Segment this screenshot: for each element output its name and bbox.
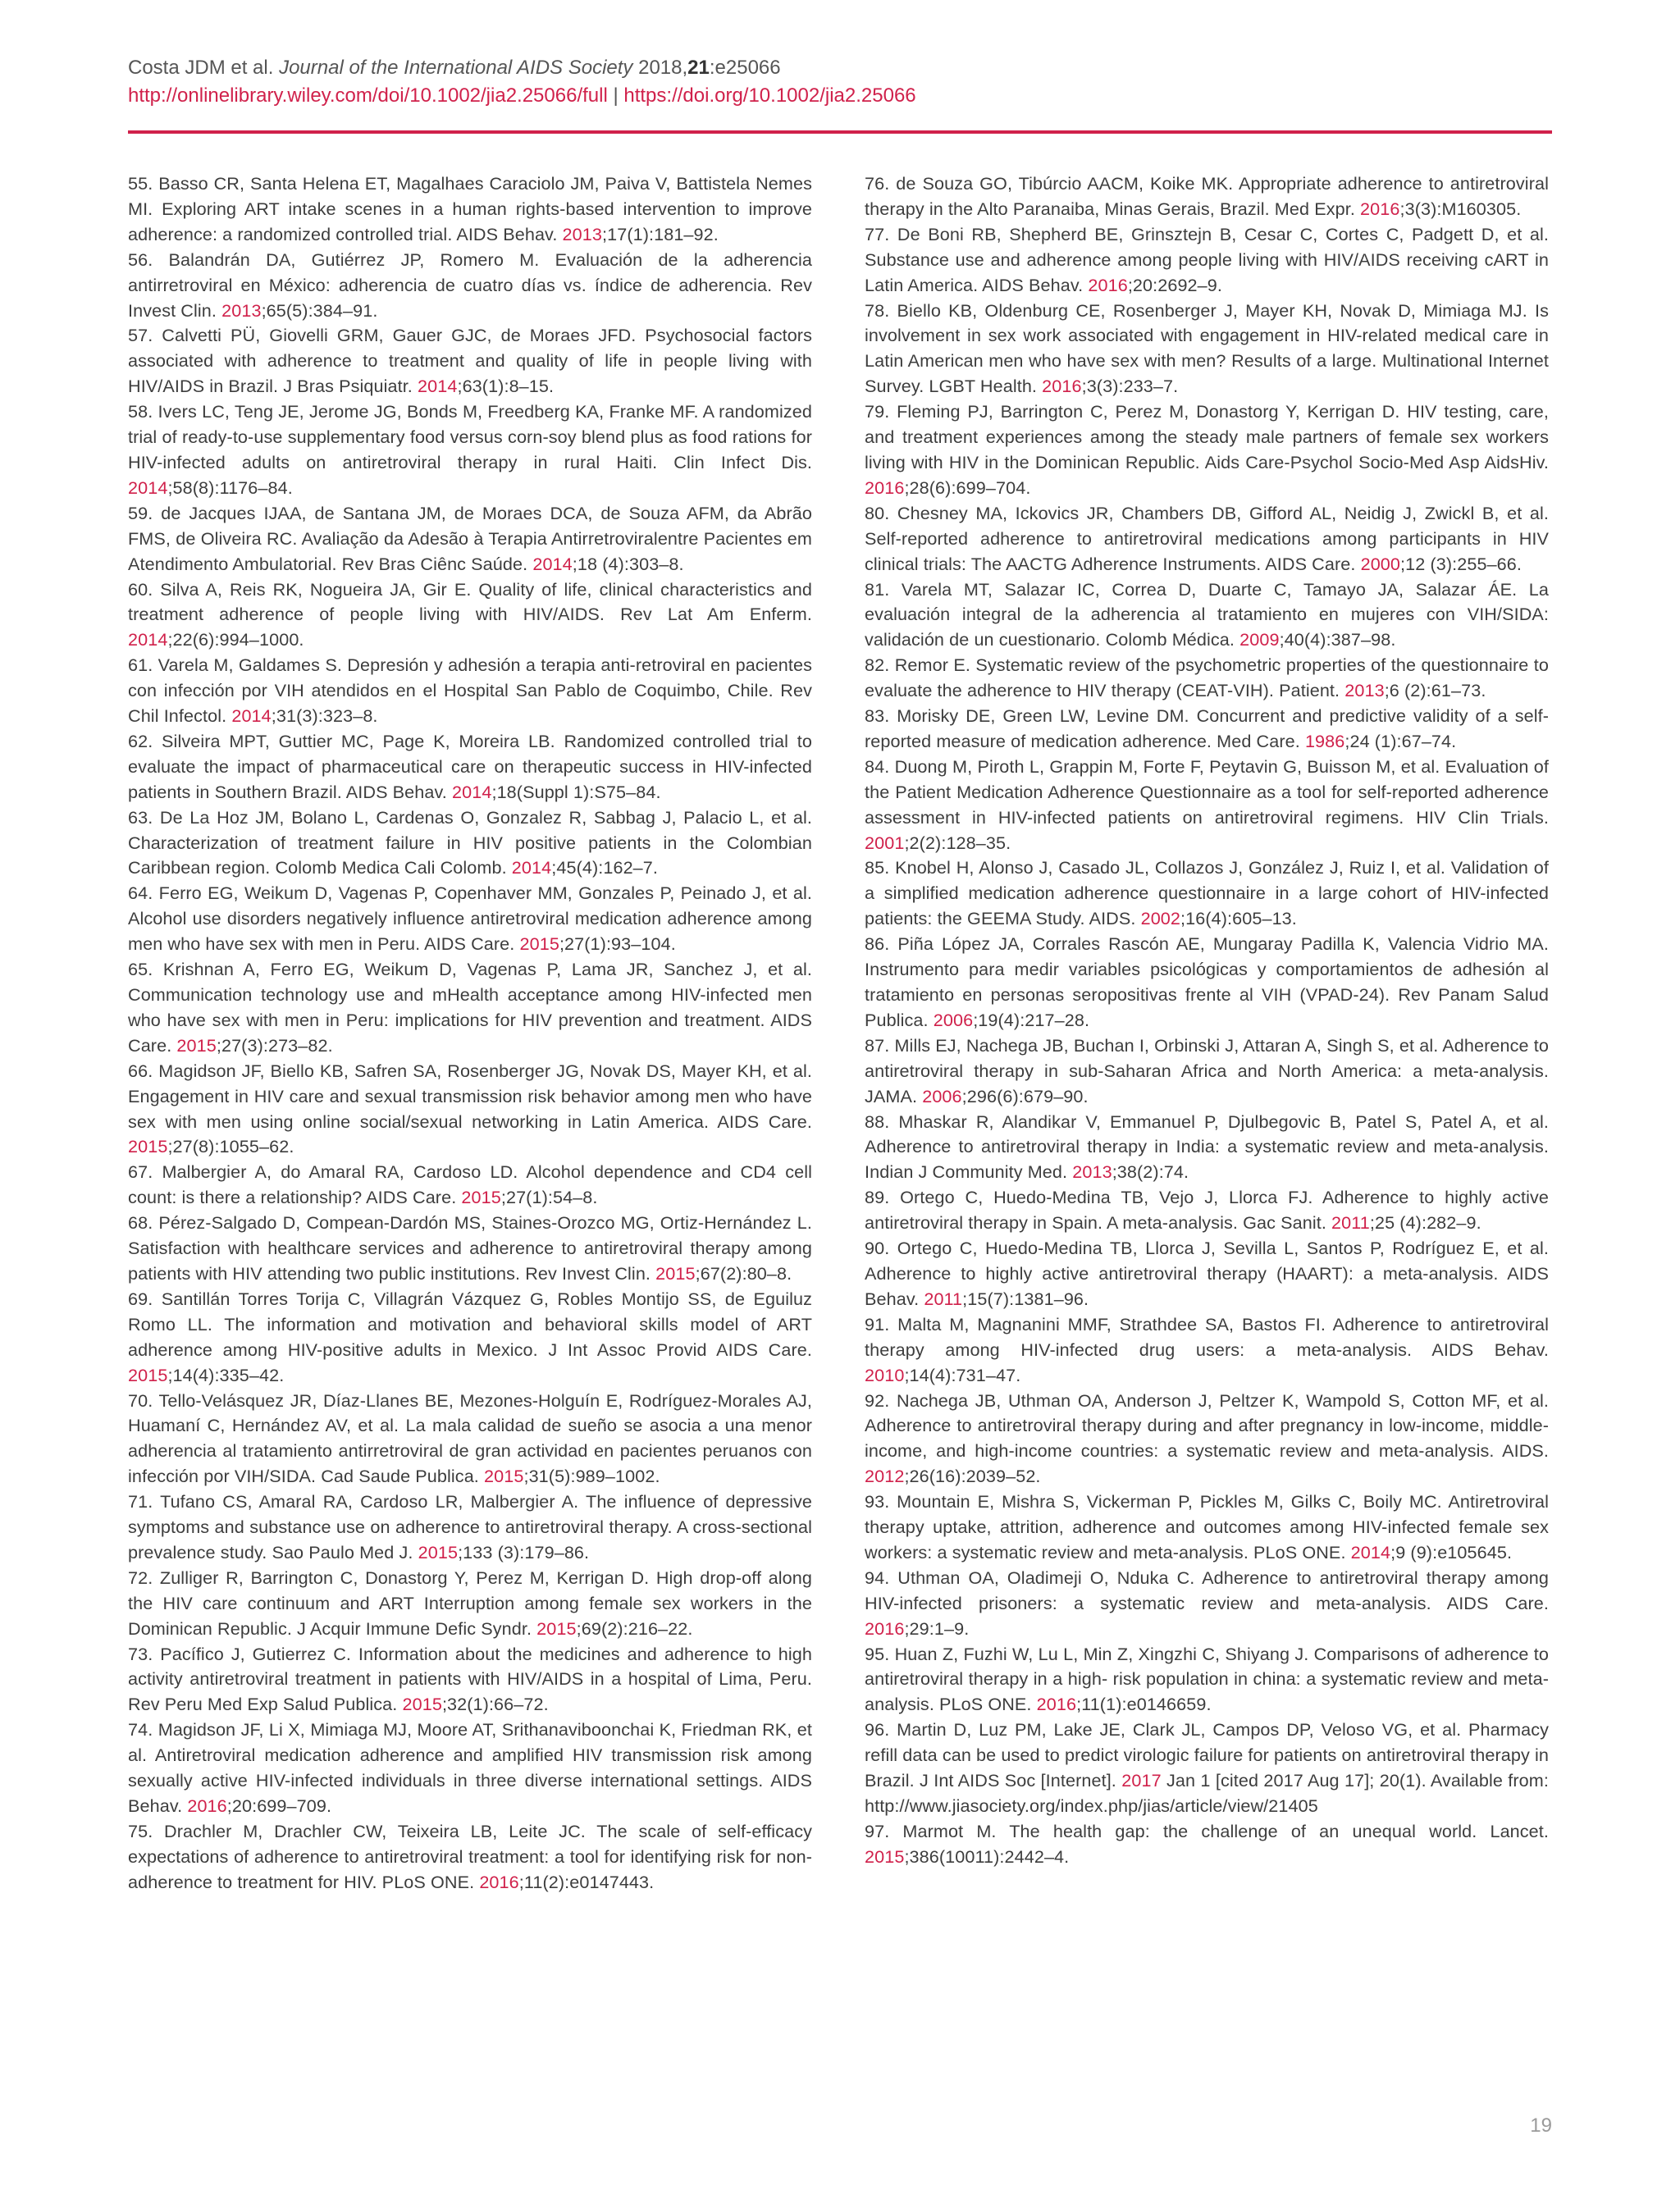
reference-citation-details: ;24 (1):67–74.	[1344, 730, 1457, 751]
reference-year-link[interactable]: 2014	[452, 781, 492, 802]
header-year: 2018,	[638, 57, 688, 79]
reference-year-link[interactable]: 2015	[865, 1845, 905, 1867]
running-header	[128, 54, 1552, 110]
reference-entry	[865, 501, 1549, 577]
reference-citation-details: ;14(4):731–47.	[904, 1364, 1021, 1385]
reference-citation-details: ;9 (9):e105645.	[1390, 1541, 1513, 1562]
reference-entry	[865, 577, 1549, 654]
reference-text: 87. Mills EJ, Nachega JB, Buchan I, Orbinski J, Attaran A, Singh S, et al. Adherence to antiretroviral therapy in sub-Saharan Africa and North America: a meta-analysis. JAMA.	[865, 1034, 1549, 1106]
reference-text: 85. Knobel H, Alonso J, Casado JL, Collazos J, González J, Ruiz I, et al. Validation of a simplified medication adherence questionnaire in a large cohort of HIV-infected patients: the GEEMA Study. AIDS.	[865, 857, 1549, 929]
reference-text: 76. de Souza GO, Tibúrcio AACM, Koike MK. Appropriate adherence to antiretroviral therapy in the Alto Paranaiba, Minas Gerais, Brazil. Med Expr.	[865, 173, 1549, 219]
reference-year-link[interactable]: 2016	[1088, 274, 1128, 295]
reference-text: 94. Uthman OA, Oladimeji O, Nduka C. Adherence to antiretroviral therapy among HIV-infected prisoners: a systematic review and meta-analysis. AIDS Care.	[865, 1567, 1549, 1613]
reference-entry	[128, 1566, 812, 1642]
reference-citation-details: ;63(1):8–15.	[457, 376, 555, 397]
reference-text: 81. Varela MT, Salazar IC, Correa D, Duarte C, Tamayo JA, Salazar ÁE. La evaluación integral de la adherencia al tratamiento en mujeres con VIH/SIDA: validación de un cuestionario. Colomb Médica.	[865, 578, 1549, 650]
reference-text: 78. Biello KB, Oldenburg CE, Rosenberger J, Mayer KH, Novak D, Mimiaga MJ. Is involvement in sex work associated with engagement in HIV-related medical care in Latin American men who have sex with men? Results of a large. Multinational Internet Survey. LGBT Health.	[865, 299, 1549, 397]
reference-entry	[865, 1389, 1549, 1490]
reference-text: 97. Marmot M. The health gap: the challenge of an unequal world. Lancet.	[865, 1820, 1549, 1841]
reference-citation-details: ;45(4):162–7.	[551, 857, 659, 878]
reference-citation-details: ;22(6):994–1000.	[167, 629, 304, 650]
reference-entry	[865, 1718, 1549, 1819]
reference-year-link[interactable]: 2015	[536, 1617, 577, 1639]
reference-citation-details: ;38(2):74.	[1112, 1161, 1189, 1183]
reference-citation-details: ;20:2692–9.	[1127, 274, 1222, 295]
reference-year-link[interactable]: 2015	[519, 933, 559, 955]
reference-citation-details: ;133 (3):179–86.	[458, 1541, 590, 1562]
reference-text: 55. Basso CR, Santa Helena ET, Magalhaes Caraciolo JM, Paiva V, Battistela Nemes MI. Exploring ART intake scenes in a human rights-based intervention to improve adherence: a randomized controlled trial. AIDS Behav.	[128, 173, 812, 244]
reference-text: 65. Krishnan A, Ferro EG, Weikum D, Vagenas P, Lama JR, Sanchez J, et al. Communication technology use and mHealth acceptance among HIV-infected men who have sex with men in Peru: implications for HIV prevention and treatment. AIDS Care.	[128, 959, 812, 1056]
reference-entry	[128, 729, 812, 805]
header-separator: |	[613, 84, 619, 107]
reference-entry	[128, 1389, 812, 1490]
reference-year-link[interactable]: 2014	[128, 477, 168, 498]
reference-entry	[865, 1642, 1549, 1718]
reference-citation-details: ;20:699–709.	[226, 1795, 332, 1816]
reference-year-link[interactable]: 2014	[511, 857, 552, 878]
reference-year-link[interactable]: 2013	[1344, 680, 1385, 701]
reference-citation-details: ;15(7):1381–96.	[962, 1288, 1089, 1309]
reference-text: 69. Santillán Torres Torija C, Villagrán Vázquez G, Robles Montijo SS, de Eguiluz Romo LL. The information and motivation and behavioral skills model of ART adherence among HIV-positive adults in Mexico. J Int Assoc Provid AIDS Care.	[128, 1288, 812, 1360]
reference-entry	[865, 171, 1549, 222]
reference-text: 63. De La Hoz JM, Bolano L, Cardenas O, Gonzalez R, Sabbag J, Palacio L, et al. Characterization of treatment failure in HIV positive patients in the Colombian Caribbean region. Colomb Medica Cali Colomb.	[128, 806, 812, 878]
reference-year-link[interactable]: 2014	[532, 553, 573, 574]
reference-citation-details: ;29:1–9.	[904, 1617, 970, 1639]
reference-citation-details: ;2(2):128–35.	[904, 832, 1011, 853]
reference-entry	[865, 1236, 1549, 1312]
reference-year-link[interactable]: 2016	[479, 1871, 519, 1892]
reference-entry	[128, 1287, 812, 1389]
reference-year-link[interactable]: 2015	[418, 1541, 459, 1562]
reference-year-link[interactable]: 2011	[924, 1288, 963, 1309]
reference-text: 71. Tufano CS, Amaral RA, Cardoso LR, Malbergier A. The influence of depressive symptoms and substance use on adherence to antiretroviral therapy. A cross-sectional prevalence study. Sao Paulo Med J.	[128, 1491, 812, 1562]
reference-text: 79. Fleming PJ, Barrington C, Perez M, Donastorg Y, Kerrigan D. HIV testing, care, and treatment experiences among the steady male partners of female sex workers living with HIV in the Dominican Republic. Aids Care-Psychol Socio-Med Asp AidsHiv.	[865, 401, 1549, 472]
reference-text: 84. Duong M, Piroth L, Grappin M, Forte F, Peytavin G, Buisson M, et al. Evaluation of the Patient Medication Adherence Questionnaire as a tool for self-reported adherence assessment in HIV-infected patients on antiretroviral regimens. HIV Clin Trials.	[865, 755, 1549, 828]
reference-entry	[128, 653, 812, 729]
reference-year-link[interactable]: 2010	[865, 1364, 905, 1385]
reference-text: 59. de Jacques IJAA, de Santana JM, de Moraes DCA, de Souza AFM, da Abrão FMS, de Oliveira RC. Avaliação da Adesão à Terapia Antirretroviralentre Pacientes em Atendimento Ambulatorial. Rev Bras Ciênc Saúde.	[128, 502, 812, 574]
reference-citation-details: ;11(2):e0147443.	[518, 1871, 655, 1892]
reference-entry	[128, 1819, 812, 1896]
reference-entry	[865, 299, 1549, 400]
reference-year-link[interactable]: 2014	[1350, 1541, 1391, 1562]
reference-text: 91. Malta M, Magnanini MMF, Strathdee SA, Bastos FI. Adherence to antiretroviral therapy among HIV-infected drug users: a meta-analysis. AIDS Behav.	[865, 1313, 1549, 1360]
reference-entry	[128, 881, 812, 957]
reference-text: 77. De Boni RB, Shepherd BE, Grinsztejn B, Cesar C, Cortes C, Padgett D, et al. Substance use and adherence among people living with HIV/AIDS receiving cART in Latin America. AIDS Behav.	[865, 223, 1549, 295]
reference-year-link[interactable]: 2006	[933, 1009, 974, 1030]
reference-year-link[interactable]: 2015	[402, 1694, 442, 1715]
reference-text: 95. Huan Z, Fuzhi W, Lu L, Min Z, Xingzhi C, Shiyang J. Comparisons of adherence to antiretroviral therapy in a high- risk population in china: a systematic review and meta-analysis. PLoS ONE.	[865, 1643, 1549, 1715]
reference-entry	[865, 222, 1549, 299]
reference-citation-details: ;17(1):181–92.	[602, 223, 719, 244]
reference-text: 93. Mountain E, Mishra S, Vickerman P, Pickles M, Gilks C, Boily MC. Antiretroviral therapy uptake, attrition, adherence and outcomes among HIV-infected female sex workers: a systematic review and meta-analysis. PLoS ONE.	[865, 1491, 1549, 1562]
reference-text: 58. Ivers LC, Teng JE, Jerome JG, Bonds M, Freedberg KA, Franke MF. A randomized trial of ready-to-use supplementary food versus corn-soy blend plus as food rations for HIV-infected adults on antiretroviral therapy in rural Haiti. Clin Infect Dis.	[128, 401, 812, 472]
reference-entry	[128, 1160, 812, 1211]
reference-citation-details: ;296(6):679–90.	[961, 1085, 1089, 1106]
reference-year-link[interactable]: 2016	[1036, 1694, 1077, 1715]
reference-entry	[128, 1059, 812, 1161]
reference-citation-details: ;3(3):M160305.	[1399, 198, 1522, 219]
reference-citation-details: ;3(3):233–7.	[1081, 376, 1179, 397]
reference-year-link[interactable]: 2014	[418, 376, 458, 397]
reference-text: 70. Tello-Velásquez JR, Díaz-Llanes BE, Mezones-Holguín E, Rodríguez-Morales AJ, Huamaní C, Hernández AV, et al. La mala calidad de sueño se asocia a una menor adherencia al tratamiento antirretroviral de gran actividad en pacientes peruanos con infección por VIH/SIDA. Cad Saude Publica.	[128, 1389, 812, 1487]
reference-text: 92. Nachega JB, Uthman OA, Anderson J, Peltzer K, Wampold S, Cotton MF, et al. Adherence to antiretroviral therapy during and after pregnancy in low-income, middle-income, and high-income countries: a systematic review and meta-analysis. AIDS.	[865, 1389, 1549, 1462]
reference-citation-details: ;25 (4):282–9.	[1369, 1212, 1481, 1234]
reference-year-link[interactable]: 2002	[1140, 908, 1181, 929]
header-article: :e25066	[709, 57, 781, 79]
reference-year-link[interactable]: 2012	[865, 1466, 905, 1487]
reference-citation-details: ;27(1):93–104.	[559, 933, 676, 955]
reference-year-link[interactable]: 2006	[922, 1085, 962, 1106]
reference-year-link[interactable]: 2016	[1042, 376, 1082, 397]
reference-citation-details: ;386(10011):2442–4.	[904, 1845, 1070, 1867]
reference-year-link[interactable]: 2001	[865, 832, 905, 853]
reference-citation-details: ;27(8):1055–62.	[167, 1136, 294, 1157]
reference-citation-details: ;18 (4):303–8.	[572, 553, 684, 574]
reference-year-link[interactable]: 2014	[231, 705, 272, 727]
reference-citation-details: ;12 (3):255–66.	[1400, 553, 1522, 574]
reference-citation-details: ;14(4):335–42.	[167, 1364, 285, 1385]
reference-citation-details: ;19(4):217–28.	[973, 1009, 1090, 1030]
header-volume: 21	[687, 57, 710, 79]
reference-text: 88. Mhaskar R, Alandikar V, Emmanuel P, Djulbegovic B, Patel S, Patel A, et al. Adherence to antiretroviral therapy in India: a systematic review and meta-analysis. Indian J Community Med.	[865, 1111, 1549, 1183]
reference-text: 86. Piña López JA, Corrales Rascón AE, Mungaray Padilla K, Valencia Vidrio MA. Instrumento para medir variables psicológicas y comportamientos de adhesión al tratamiento en personas seropositivas frente al VIH (VPAD-24). Rev Panam Salud Publica.	[865, 933, 1549, 1030]
reference-year-link[interactable]: 2015	[655, 1262, 696, 1284]
reference-entry	[865, 1819, 1549, 1870]
reference-citation-details: ;67(2):80–8.	[695, 1262, 792, 1284]
reference-entry	[128, 248, 812, 324]
reference-text: 66. Magidson JF, Biello KB, Safren SA, Rosenberger JG, Novak DS, Mayer KH, et al. Engagement in HIV care and sexual transmission risk behavior among men who have sex with men using online social/sexual networking in Latin America. AIDS Care.	[128, 1060, 812, 1132]
page-number: 19	[1530, 2114, 1552, 2137]
reference-citation-details: ;40(4):387–98.	[1279, 629, 1396, 650]
reference-text: 67. Malbergier A, do Amaral RA, Cardoso LD. Alcohol dependence and CD4 cell count: is there a relationship? AIDS Care.	[128, 1161, 812, 1208]
reference-text: 60. Silva A, Reis RK, Nogueira JA, Gir E. Quality of life, clinical characteristics and treatment adherence of people living with HIV/AIDS. Rev Lat Am Enferm.	[128, 578, 812, 625]
reference-year-link[interactable]: 1986	[1304, 730, 1345, 751]
reference-text: 73. Pacífico J, Gutierrez C. Information about the medicines and adherence to high activity antiretroviral treatment in patients with HIV/AIDS in a hospital of Lima, Peru. Rev Peru Med Exp Salud Publica.	[128, 1643, 812, 1715]
reference-citation-details: ;31(3):323–8.	[271, 705, 378, 727]
citation-line	[128, 54, 1552, 82]
reference-year-link[interactable]: 2013	[1072, 1161, 1112, 1183]
references-left-column	[128, 171, 812, 1896]
reference-entry	[128, 577, 812, 654]
doi-line	[128, 82, 1552, 110]
reference-year-link[interactable]: 2013	[562, 223, 602, 244]
reference-entry	[865, 755, 1549, 856]
reference-citation-details: Jan 1 [cited 2017 Aug 17]; 20(1). Available from: http://www.jiasociety.org/index.php/jias/article/view/21405	[865, 1770, 1549, 1816]
reference-text: 64. Ferro EG, Weikum D, Vagenas P, Copenhaver MM, Gonzales P, Peinado J, et al. Alcohol use disorders negatively influence antiretroviral medication adherence among men who have sex with men in Peru. AIDS Care.	[128, 883, 812, 955]
header-rule	[128, 130, 1552, 134]
reference-text: 80. Chesney MA, Ickovics JR, Chambers DB, Gifford AL, Neidig J, Zwickl B, et al. Self-reported adherence to antiretroviral medications among participants in HIV clinical trials: The AACTG Adherence Instruments. AIDS Care.	[865, 502, 1549, 574]
reference-entry	[128, 1718, 812, 1819]
reference-entry	[865, 653, 1549, 704]
reference-year-link[interactable]: 2015	[176, 1034, 217, 1056]
reference-entry	[865, 1312, 1549, 1389]
reference-citation-details: ;11(1):e0146659.	[1076, 1694, 1212, 1715]
reference-year-link[interactable]: 2016	[865, 1617, 905, 1639]
reference-citation-details: ;26(16):2039–52.	[904, 1466, 1041, 1487]
reference-citation-details: ;18(Suppl 1):S75–84.	[491, 781, 661, 802]
reference-entry	[128, 171, 812, 248]
reference-year-link[interactable]: 2015	[128, 1136, 168, 1157]
reference-citation-details: ;6 (2):61–73.	[1384, 680, 1486, 701]
reference-year-link[interactable]: 2016	[187, 1795, 227, 1816]
reference-text: 62. Silveira MPT, Guttier MC, Page K, Moreira LB. Randomized controlled trial to evaluate the impact of pharmaceutical care on therapeutic success in HIV-infected patients in Southern Brazil. AIDS Behav.	[128, 730, 812, 802]
reference-text: 90. Ortego C, Huedo-Medina TB, Llorca J, Sevilla L, Santos P, Rodríguez E, et al. Adherence to highly active antiretroviral therapy (HAART): a meta-analysis. AIDS Behav.	[865, 1238, 1549, 1309]
reference-text: 56. Balandrán DA, Gutiérrez JP, Romero M. Evaluación de la adherencia antirretroviral en México: adherencia de cuatro días vs. índice de adherencia. Rev Invest Clin.	[128, 249, 812, 321]
reference-entry	[128, 1642, 812, 1718]
reference-entry	[128, 399, 812, 501]
reference-entry	[128, 805, 812, 882]
reference-entry	[865, 932, 1549, 1033]
reference-citation-details: ;58(8):1176–84.	[167, 477, 293, 498]
reference-text: 74. Magidson JF, Li X, Mimiaga MJ, Moore AT, Srithanaviboonchai K, Friedman RK, et al. Antiretroviral medication adherence and amplified HIV transmission risk among sexually active HIV-infected individuals in three diverse international settings. AIDS Behav.	[128, 1719, 812, 1816]
reference-entry	[865, 704, 1549, 755]
reference-entry	[865, 1489, 1549, 1566]
reference-citation-details: ;69(2):216–22.	[576, 1617, 693, 1639]
references-right-column	[865, 171, 1549, 1870]
reference-entry	[128, 1211, 812, 1287]
reference-year-link[interactable]: 2000	[1360, 553, 1401, 574]
header-url-full[interactable]: http://onlinelibrary.wiley.com/doi/10.1002/jia2.25066/full	[128, 84, 608, 107]
reference-text: 82. Remor E. Systematic review of the psychometric properties of the questionnaire to evaluate the adherence to HIV therapy (CEAT-VIH). Patient.	[865, 655, 1549, 701]
reference-year-link[interactable]: 2013	[221, 299, 262, 321]
reference-entry	[128, 501, 812, 577]
reference-entry	[865, 855, 1549, 932]
reference-citation-details: ;27(3):273–82.	[216, 1034, 333, 1056]
reference-year-link[interactable]: 2014	[128, 629, 168, 650]
reference-year-link[interactable]: 2017	[1121, 1770, 1162, 1791]
reference-citation-details: ;31(5):989–1002.	[523, 1466, 660, 1487]
reference-citation-details: ;16(4):605–13.	[1180, 908, 1297, 929]
header-journal: Journal of the International AIDS Society	[279, 57, 633, 79]
reference-year-link[interactable]: 2016	[865, 477, 905, 498]
reference-entry	[865, 1033, 1549, 1110]
reference-text: 68. Pérez-Salgado D, Compean-Dardón MS, Staines-Orozco MG, Ortiz-Hernández L. Satisfaction with healthcare services and adherence to antiretroviral therapy among patients with HIV attending two public institutions. Rev Invest Clin.	[128, 1212, 812, 1284]
reference-citation-details: ;65(5):384–91.	[261, 299, 378, 321]
reference-text: 57. Calvetti PÜ, Giovelli GRM, Gauer GJC, de Moraes JFD. Psychosocial factors associated with adherence to treatment and quality of life in people living with HIV/AIDS in Brazil. J Bras Psiquiatr.	[128, 325, 812, 397]
header-authors: Costa JDM et al.	[128, 57, 274, 79]
reference-year-link[interactable]: 2015	[128, 1364, 168, 1385]
reference-entry	[128, 1489, 812, 1566]
reference-entry	[865, 1566, 1549, 1642]
reference-text: 72. Zulliger R, Barrington C, Donastorg Y, Perez M, Kerrigan D. High drop-off along the HIV care continuum and ART Interruption among female sex workers in the Dominican Republic. J Acquir Immune Defic Syndr.	[128, 1567, 812, 1639]
reference-year-link[interactable]: 2009	[1239, 629, 1280, 650]
reference-entry	[865, 399, 1549, 501]
reference-year-link[interactable]: 2016	[1360, 198, 1400, 219]
reference-year-link[interactable]: 2011	[1331, 1212, 1370, 1234]
reference-entry	[128, 323, 812, 399]
header-url-doi[interactable]: https://doi.org/10.1002/jia2.25066	[623, 84, 916, 107]
reference-year-link[interactable]: 2015	[484, 1466, 524, 1487]
reference-entry	[865, 1110, 1549, 1186]
reference-text: 83. Morisky DE, Green LW, Levine DM. Concurrent and predictive validity of a self-reported measure of medication adherence. Med Care.	[865, 705, 1549, 751]
reference-text: 89. Ortego C, Huedo-Medina TB, Vejo J, Llorca FJ. Adherence to highly active antiretroviral therapy in Spain. A meta-analysis. Gac Sanit.	[865, 1187, 1549, 1234]
reference-citation-details: ;27(1):54–8.	[500, 1187, 598, 1208]
reference-citation-details: ;28(6):699–704.	[904, 477, 1031, 498]
reference-year-link[interactable]: 2015	[461, 1187, 501, 1208]
reference-text: 75. Drachler M, Drachler CW, Teixeira LB, Leite JC. The scale of self-efficacy expectations of adherence to antiretroviral treatment: a tool for identifying risk for non-adherence to treatment for HIV. PLoS ONE.	[128, 1820, 812, 1892]
reference-text: 96. Martin D, Luz PM, Lake JE, Clark JL, Campos DP, Veloso VG, et al. Pharmacy refill data can be used to predict virologic failure for patients on antiretroviral therapy in Brazil. J Int AIDS Soc [Internet].	[865, 1719, 1549, 1791]
reference-entry	[865, 1185, 1549, 1236]
reference-text: 61. Varela M, Galdames S. Depresión y adhesión a terapia anti-retroviral en pacientes con infección por VIH atendidos en el Hospital San Pablo de Coquimbo, Chile. Rev Chil Infectol.	[128, 655, 812, 727]
reference-entry	[128, 957, 812, 1059]
reference-citation-details: ;32(1):66–72.	[441, 1694, 549, 1715]
